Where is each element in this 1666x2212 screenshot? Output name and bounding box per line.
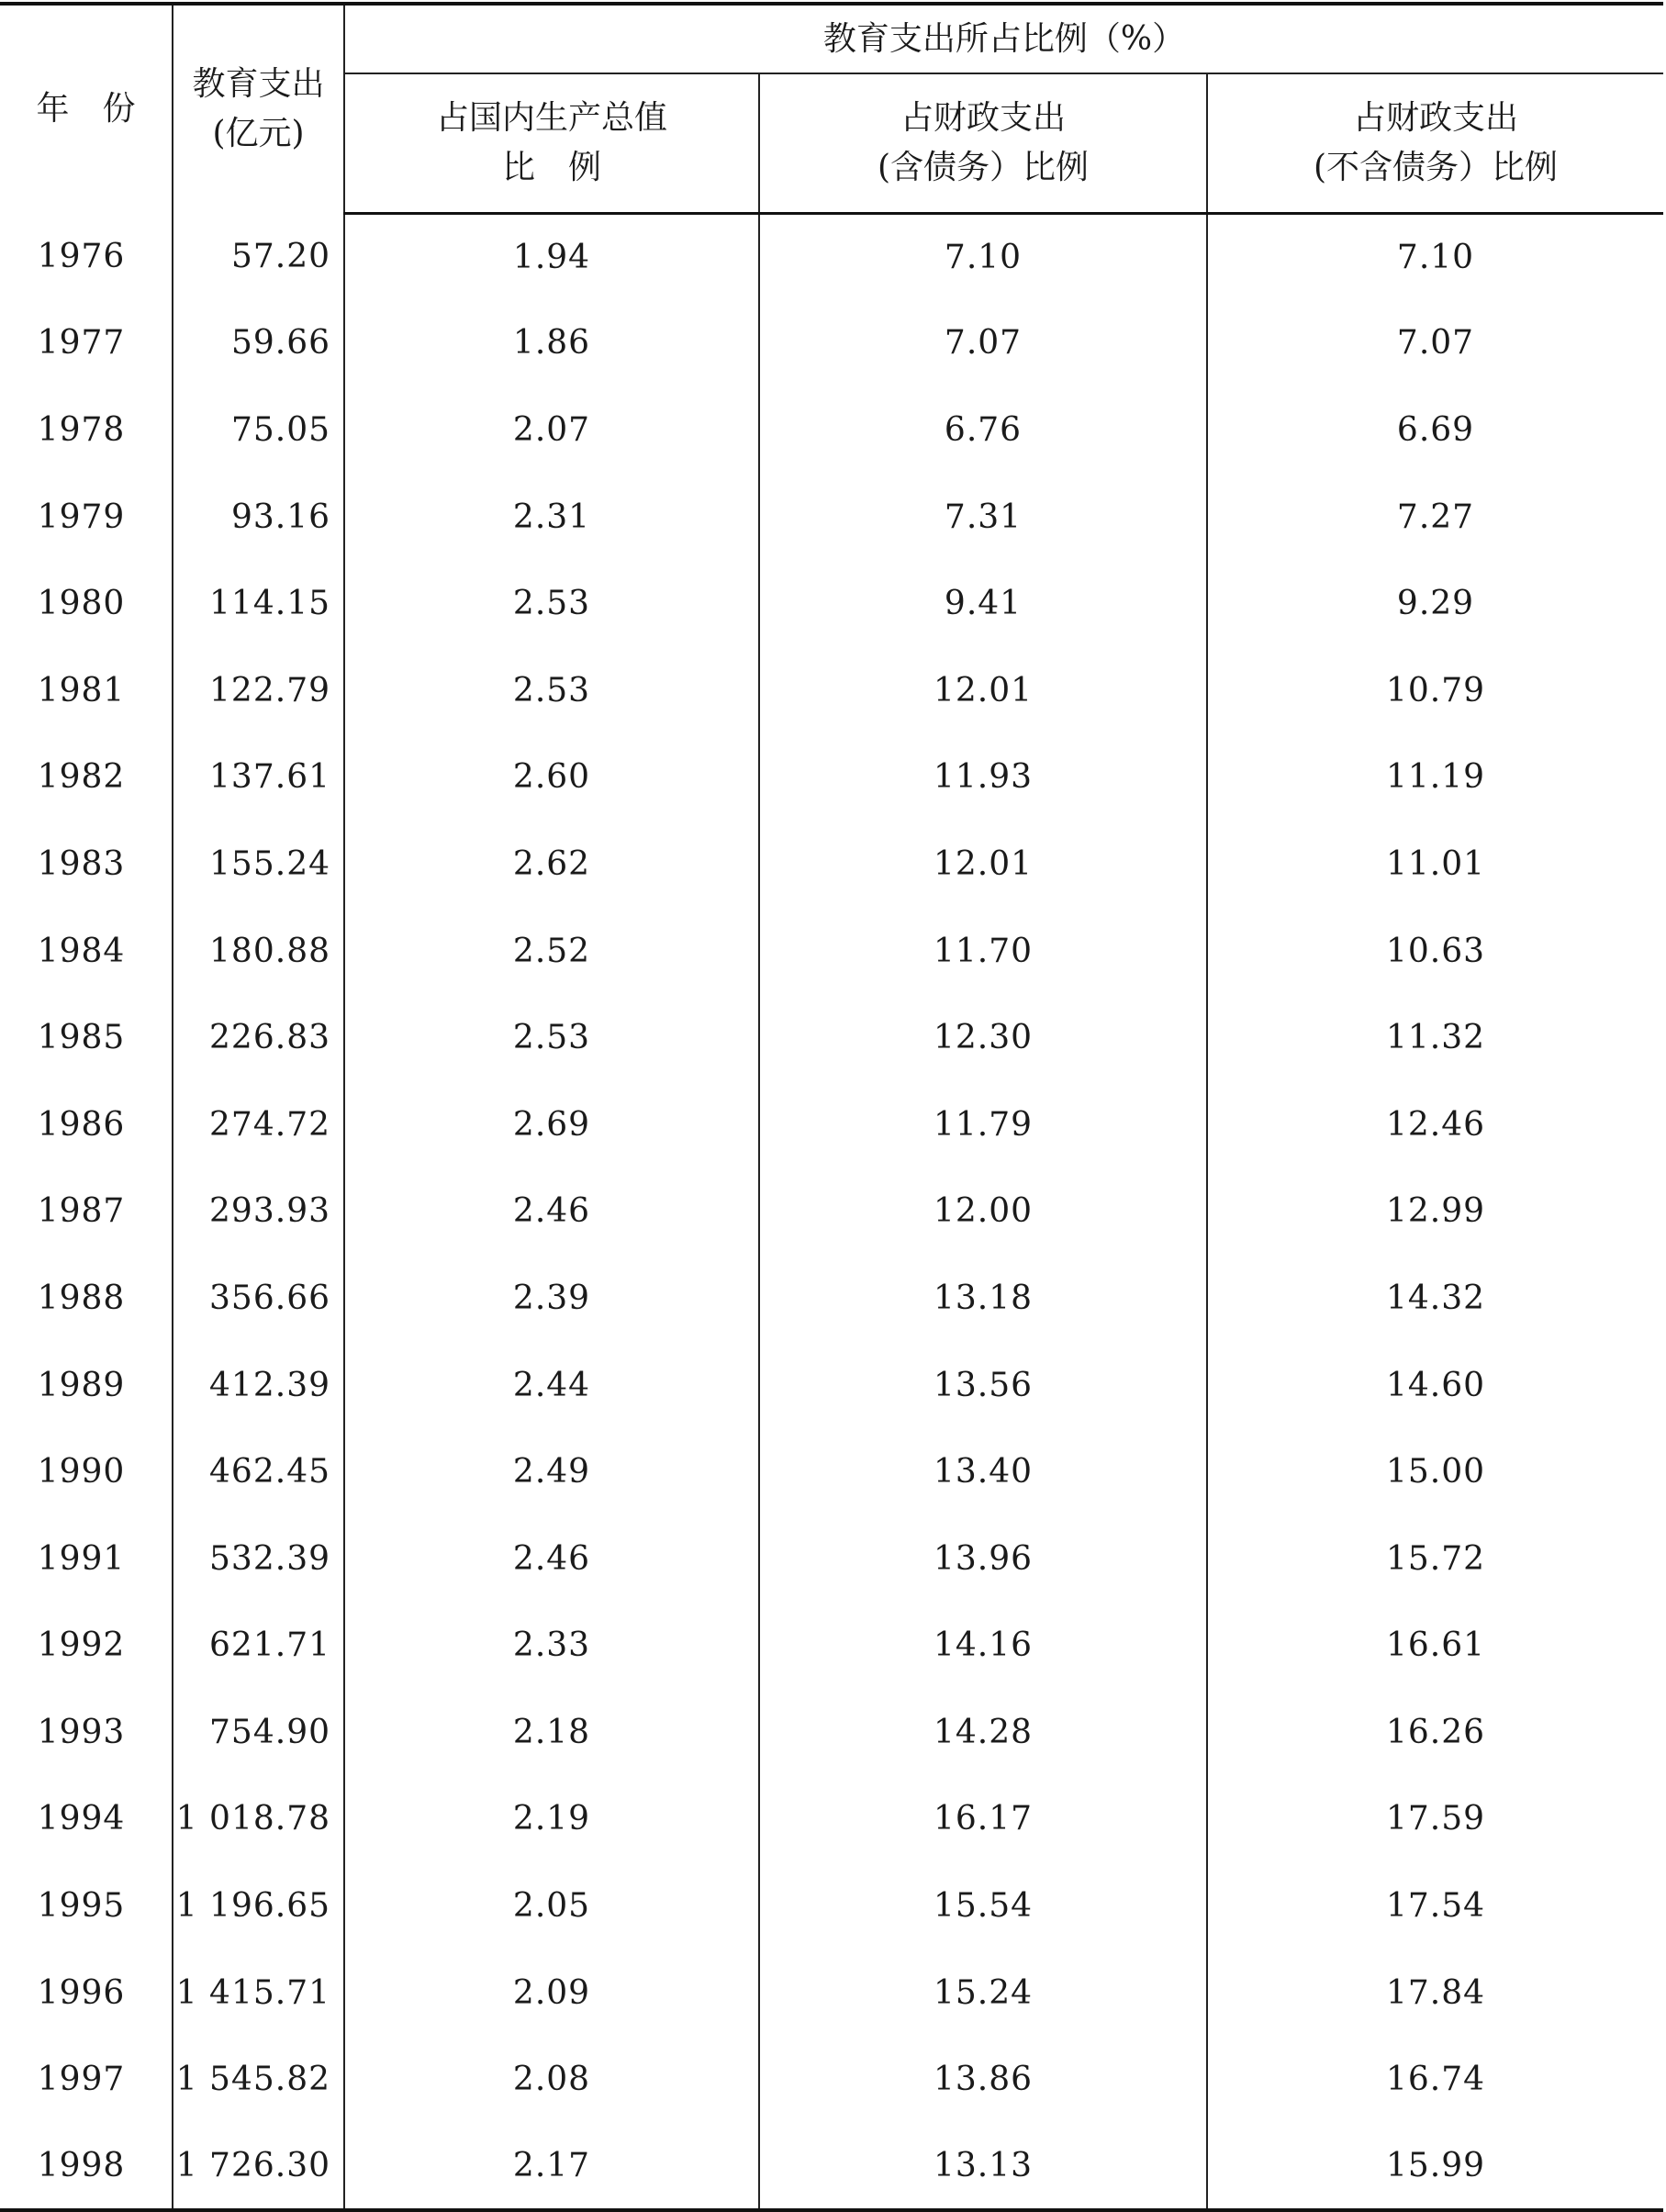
cell-gdp-ratio: 2.31 <box>344 474 759 561</box>
cell-fin-excl-debt: 14.60 <box>1207 1342 1663 1429</box>
cell-gdp-ratio: 2.60 <box>344 734 759 821</box>
cell-year: 1982 <box>37 758 126 797</box>
cell-year: 1993 <box>37 1713 126 1751</box>
table-row <box>0 1949 1663 2037</box>
table-row <box>0 1689 1663 1776</box>
education-expenditure-table <box>0 2 1663 2212</box>
cell-expenditure: 621.71 <box>173 1603 344 1690</box>
header-year: 年 份 <box>0 4 173 213</box>
header-fin-excl-line2: (不含债务）比例 <box>1313 148 1559 186</box>
cell-gdp-ratio: 1.94 <box>344 213 759 300</box>
cell-fin-incl-debt: 13.56 <box>759 1342 1207 1429</box>
cell-year: 1977 <box>37 324 126 363</box>
header-expenditure-line1: 教育支出 <box>192 65 325 103</box>
table-row <box>0 2036 1663 2123</box>
cell-fin-incl-debt: 13.96 <box>759 1515 1207 1603</box>
cell-gdp-ratio: 2.69 <box>344 1081 759 1168</box>
table-row <box>0 994 1663 1081</box>
cell-fin-incl-debt: 12.00 <box>759 1168 1207 1256</box>
cell-fin-incl-debt: 12.30 <box>759 994 1207 1081</box>
cell-gdp-ratio: 2.18 <box>344 1689 759 1776</box>
cell-fin-excl-debt: 11.32 <box>1207 994 1663 1081</box>
cell-fin-incl-debt: 11.93 <box>759 734 1207 821</box>
header-fin-incl-line1: 占财政支出 <box>900 98 1066 137</box>
header-fin-excl-debt <box>1207 73 1663 213</box>
cell-fin-incl-debt: 12.01 <box>759 647 1207 734</box>
cell-fin-excl-debt: 7.27 <box>1207 474 1663 561</box>
cell-year: 1992 <box>37 1626 126 1665</box>
header-fin-excl-line1: 占财政支出 <box>1353 98 1519 137</box>
cell-expenditure: 1 018.78 <box>173 1776 344 1863</box>
cell-fin-excl-debt: 16.61 <box>1207 1603 1663 1690</box>
cell-year: 1981 <box>37 671 126 709</box>
cell-year: 1995 <box>37 1887 126 1926</box>
cell-gdp-ratio: 2.46 <box>344 1515 759 1603</box>
cell-fin-incl-debt: 13.40 <box>759 1428 1207 1515</box>
cell-gdp-ratio: 2.07 <box>344 386 759 474</box>
table-row <box>0 2123 1663 2210</box>
cell-fin-excl-debt: 7.10 <box>1207 213 1663 300</box>
cell-year: 1996 <box>37 1973 126 2012</box>
table-row <box>0 1515 1663 1603</box>
cell-year: 1986 <box>37 1105 126 1144</box>
cell-expenditure: 226.83 <box>173 994 344 1081</box>
cell-gdp-ratio: 2.53 <box>344 994 759 1081</box>
cell-expenditure: 93.16 <box>173 474 344 561</box>
table-row <box>0 821 1663 908</box>
cell-gdp-ratio: 2.62 <box>344 821 759 908</box>
cell-fin-excl-debt: 7.07 <box>1207 300 1663 387</box>
cell-expenditure: 1 545.82 <box>173 2036 344 2123</box>
cell-gdp-ratio: 2.33 <box>344 1603 759 1690</box>
cell-fin-excl-debt: 17.54 <box>1207 1862 1663 1949</box>
cell-expenditure: 532.39 <box>173 1515 344 1603</box>
cell-year: 1997 <box>37 2061 126 2099</box>
cell-fin-excl-debt: 6.69 <box>1207 386 1663 474</box>
table-header <box>0 4 1663 213</box>
header-gdp-ratio <box>344 73 759 213</box>
cell-fin-excl-debt: 15.00 <box>1207 1428 1663 1515</box>
cell-expenditure: 274.72 <box>173 1081 344 1168</box>
cell-year: 1989 <box>37 1366 126 1404</box>
cell-expenditure: 412.39 <box>173 1342 344 1429</box>
cell-year: 1988 <box>37 1279 126 1317</box>
cell-fin-incl-debt: 6.76 <box>759 386 1207 474</box>
cell-fin-excl-debt: 15.99 <box>1207 2123 1663 2210</box>
education-expenditure-table-container <box>0 2 1663 2212</box>
cell-year: 1990 <box>37 1453 126 1491</box>
cell-gdp-ratio: 2.19 <box>344 1776 759 1863</box>
table-row <box>0 213 1663 300</box>
cell-year: 1987 <box>37 1192 126 1231</box>
cell-fin-incl-debt: 11.70 <box>759 908 1207 995</box>
cell-fin-incl-debt: 13.18 <box>759 1255 1207 1342</box>
cell-gdp-ratio: 2.53 <box>344 560 759 647</box>
cell-year: 1978 <box>37 410 126 449</box>
cell-expenditure: 293.93 <box>173 1168 344 1256</box>
cell-expenditure: 462.45 <box>173 1428 344 1515</box>
cell-year: 1998 <box>0 2123 173 2210</box>
cell-fin-excl-debt: 15.72 <box>1207 1515 1663 1603</box>
header-ratio-group: 教育支出所占比例（%） <box>344 4 1663 73</box>
table-row <box>0 734 1663 821</box>
cell-fin-excl-debt: 11.01 <box>1207 821 1663 908</box>
cell-fin-incl-debt: 14.28 <box>759 1689 1207 1776</box>
cell-expenditure: 75.05 <box>173 386 344 474</box>
cell-fin-excl-debt: 12.99 <box>1207 1168 1663 1256</box>
cell-fin-excl-debt: 14.32 <box>1207 1255 1663 1342</box>
cell-expenditure: 180.88 <box>173 908 344 995</box>
cell-fin-excl-debt: 11.19 <box>1207 734 1663 821</box>
cell-fin-incl-debt: 11.79 <box>759 1081 1207 1168</box>
cell-fin-incl-debt: 13.13 <box>759 2123 1207 2210</box>
cell-year: 1976 <box>37 237 126 275</box>
cell-fin-incl-debt: 16.17 <box>759 1776 1207 1863</box>
cell-gdp-ratio: 2.05 <box>344 1862 759 1949</box>
header-gdp-line1: 占国内生产总值 <box>435 98 667 137</box>
cell-year: 1991 <box>37 1539 126 1578</box>
table-row <box>0 1168 1663 1256</box>
cell-fin-incl-debt: 7.10 <box>759 213 1207 300</box>
cell-gdp-ratio: 2.49 <box>344 1428 759 1515</box>
cell-gdp-ratio: 2.46 <box>344 1168 759 1256</box>
cell-gdp-ratio: 1.86 <box>344 300 759 387</box>
cell-fin-incl-debt: 12.01 <box>759 821 1207 908</box>
table-row <box>0 474 1663 561</box>
table-row <box>0 300 1663 387</box>
cell-gdp-ratio: 2.52 <box>344 908 759 995</box>
table-row <box>0 1081 1663 1168</box>
cell-year: 1984 <box>37 932 126 970</box>
cell-fin-incl-debt: 13.86 <box>759 2036 1207 2123</box>
cell-expenditure: 1 726.30 <box>173 2123 344 2210</box>
cell-year: 1979 <box>37 497 126 536</box>
cell-year: 1983 <box>37 844 126 883</box>
cell-gdp-ratio: 2.44 <box>344 1342 759 1429</box>
cell-fin-incl-debt: 15.24 <box>759 1949 1207 2037</box>
cell-year: 1980 <box>37 585 126 623</box>
cell-expenditure: 754.90 <box>173 1689 344 1776</box>
cell-fin-incl-debt: 15.54 <box>759 1862 1207 1949</box>
table-row <box>0 1428 1663 1515</box>
cell-expenditure: 122.79 <box>173 647 344 734</box>
table-row <box>0 386 1663 474</box>
cell-expenditure: 155.24 <box>173 821 344 908</box>
table-row <box>0 560 1663 647</box>
table-row <box>0 647 1663 734</box>
cell-fin-excl-debt: 17.84 <box>1207 1949 1663 2037</box>
cell-fin-excl-debt: 10.63 <box>1207 908 1663 995</box>
cell-gdp-ratio: 2.53 <box>344 647 759 734</box>
cell-fin-excl-debt: 16.74 <box>1207 2036 1663 2123</box>
cell-expenditure: 114.15 <box>173 560 344 647</box>
cell-fin-incl-debt: 14.16 <box>759 1603 1207 1690</box>
cell-gdp-ratio: 2.09 <box>344 1949 759 2037</box>
cell-fin-incl-debt: 9.41 <box>759 560 1207 647</box>
cell-expenditure: 1 196.65 <box>173 1862 344 1949</box>
cell-expenditure: 57.20 <box>173 213 344 300</box>
cell-gdp-ratio: 2.08 <box>344 2036 759 2123</box>
cell-fin-incl-debt: 7.31 <box>759 474 1207 561</box>
table-row <box>0 1776 1663 1863</box>
header-gdp-line2: 比 例 <box>501 148 601 186</box>
cell-year: 1994 <box>37 1800 126 1838</box>
cell-fin-excl-debt: 12.46 <box>1207 1081 1663 1168</box>
cell-fin-excl-debt: 10.79 <box>1207 647 1663 734</box>
table-row <box>0 908 1663 995</box>
table-body <box>0 213 1663 2210</box>
header-fin-incl-line2: (含债务）比例 <box>877 148 1090 186</box>
cell-gdp-ratio: 2.17 <box>344 2123 759 2210</box>
cell-expenditure: 356.66 <box>173 1255 344 1342</box>
cell-fin-excl-debt: 9.29 <box>1207 560 1663 647</box>
table-row <box>0 1862 1663 1949</box>
table-row <box>0 1603 1663 1690</box>
header-expenditure <box>173 4 344 213</box>
cell-fin-excl-debt: 16.26 <box>1207 1689 1663 1776</box>
cell-year: 1985 <box>37 1019 126 1057</box>
header-expenditure-line2: (亿元) <box>212 115 305 152</box>
cell-fin-excl-debt: 17.59 <box>1207 1776 1663 1863</box>
cell-gdp-ratio: 2.39 <box>344 1255 759 1342</box>
table-row <box>0 1342 1663 1429</box>
cell-expenditure: 1 415.71 <box>173 1949 344 2037</box>
table-row <box>0 1255 1663 1342</box>
cell-fin-incl-debt: 7.07 <box>759 300 1207 387</box>
header-fin-incl-debt <box>759 73 1207 213</box>
cell-expenditure: 137.61 <box>173 734 344 821</box>
cell-expenditure: 59.66 <box>173 300 344 387</box>
